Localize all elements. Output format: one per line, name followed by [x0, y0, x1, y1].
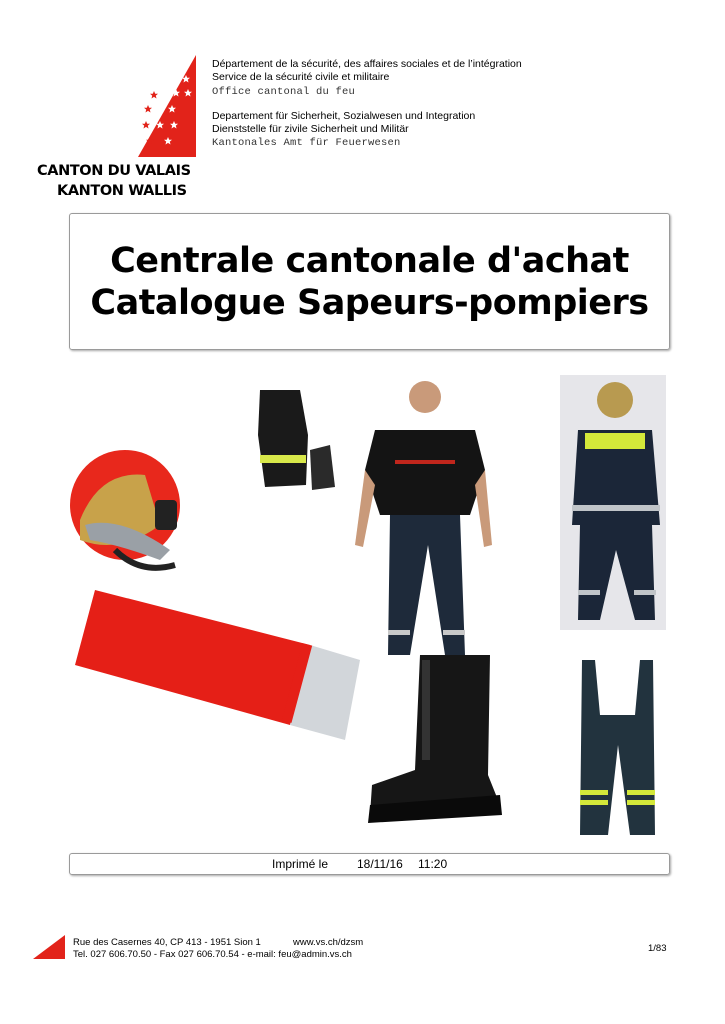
firefighter-uniform-image	[355, 381, 492, 655]
header-fr-department: Département de la sécurité, des affaires sociales et de l’intégration	[212, 58, 522, 70]
title-line-1: Centrale cantonale d'achat	[110, 240, 629, 281]
overalls-image	[580, 660, 655, 835]
header-fr-office: Office cantonal du feu	[212, 86, 356, 98]
print-time: 11:20	[418, 857, 448, 871]
header-de-service: Dienststelle für zivile Sicherheit und Militär	[212, 123, 409, 135]
title-box	[69, 213, 670, 350]
print-label: Imprimé le	[272, 857, 329, 871]
footer-contact: Tel. 027 606.70.50 - Fax 027 606.70.54 - e-mail: feu@admin.vs.ch	[73, 949, 352, 960]
header-fr-service: Service de la sécurité civile et militaire	[212, 71, 390, 83]
header-de-office: Kantonales Amt für Feuerwesen	[212, 137, 401, 149]
product-images-collage	[60, 375, 670, 845]
fire-hose-image	[75, 590, 360, 740]
title-line-2: Catalogue Sapeurs-pompiers	[90, 282, 649, 323]
canton-name-de: KANTON WALLIS	[57, 183, 187, 199]
red-corner-triangle-logo	[33, 935, 65, 959]
turnout-gear-image	[560, 375, 666, 630]
print-info-box	[69, 853, 670, 875]
fire-boot-image	[368, 655, 502, 823]
valais-coat-of-arms-logo	[138, 55, 196, 157]
gloves-image	[258, 390, 335, 490]
page-number: 1/83	[648, 943, 667, 954]
footer-website[interactable]: www.vs.ch/dzsm	[293, 937, 364, 948]
fire-helmet-image	[70, 450, 180, 568]
print-date: 18/11/16	[357, 857, 403, 871]
canton-name-fr: CANTON DU VALAIS	[37, 163, 191, 179]
header-de-department: Departement für Sicherheit, Sozialwesen und Integration	[212, 110, 476, 122]
footer-address: Rue des Casernes 40, CP 413 - 1951 Sion 1	[73, 937, 261, 948]
